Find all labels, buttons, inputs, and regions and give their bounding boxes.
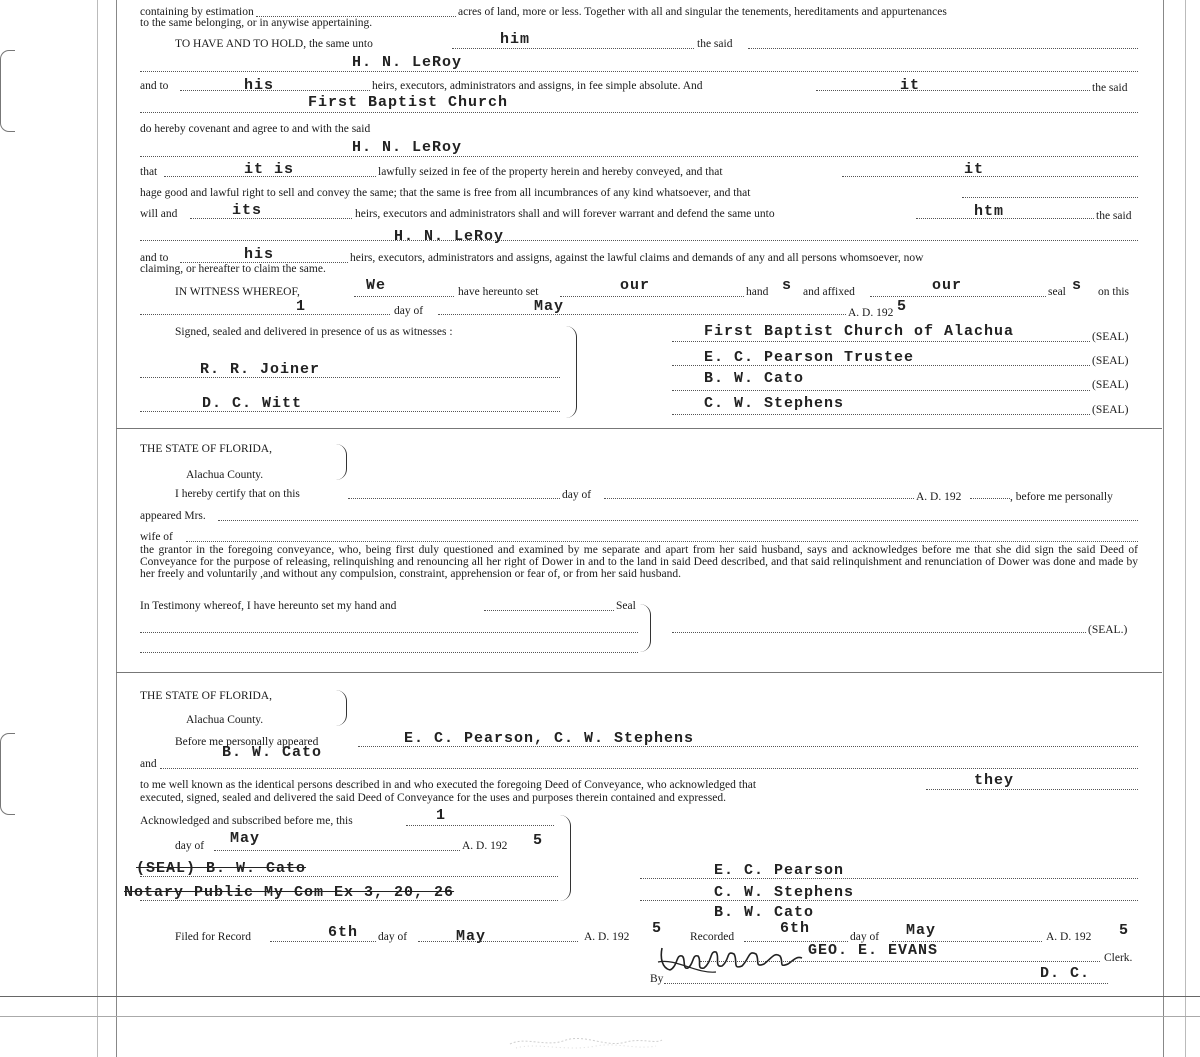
that-text: that [140, 166, 158, 178]
hand-text: hand [746, 286, 769, 298]
filed-text: Filed for Record [175, 931, 252, 943]
will-and-text: will and [140, 208, 178, 220]
blank-line [140, 314, 390, 315]
typed-it: it [900, 77, 921, 94]
brace [566, 326, 577, 418]
by-text: By [650, 973, 664, 985]
typed-him: him [500, 31, 531, 48]
have-set-text: have hereunto set [458, 286, 539, 298]
typed-persons: E. C. Pearson, C. W. Stephens [404, 730, 695, 747]
blank-line [452, 48, 694, 49]
executed-text: executed, signed, sealed and delivered the said Deed of Conveyance for the uses and purposes therein contained and expressed. [140, 792, 726, 804]
seal-label: (SEAL) [1092, 379, 1129, 391]
blank-line [140, 652, 638, 653]
brace [336, 444, 347, 480]
day-of-text: day of [175, 840, 205, 852]
typed-day: 1 [296, 298, 307, 315]
signed-sealed-text: Signed, sealed and delivered in presence of us as witnesses : [175, 326, 453, 338]
the-said-text: the said [1096, 210, 1132, 222]
blank-line [870, 296, 1046, 297]
blank-line [406, 825, 554, 826]
typed-month: May [230, 830, 261, 847]
state-heading: THE STATE OF FLORIDA, [140, 690, 272, 702]
faint-stamp-mark [506, 1030, 666, 1054]
brace [640, 604, 651, 652]
typed-our: our [620, 277, 651, 294]
page-bottom-rule [0, 1016, 1200, 1017]
seal-text: seal [1048, 286, 1066, 298]
blank-line [672, 414, 1090, 415]
typed-grantor: First Baptist Church [308, 94, 509, 111]
blank-line [926, 789, 1138, 790]
seal-label: (SEAL.) [1088, 624, 1128, 636]
typed-month: May [534, 298, 565, 315]
typed-htm: htm [974, 203, 1005, 220]
blank-line [186, 541, 1138, 542]
dower-body: the grantor in the foregoing conveyance, who, being first duly questioned and examined by me separate and apart from her said husband, says and acknowledges before me that she did sign the said Deed of Conveyance for the purpose of releasing, relinquishing and renouncing all her right of Dower in and to the land in said Deed described, and that said relinquishment and renunciation of Dower was done and made by her freely and voluntarily ,and without any compulsion, constraint, apprehension or fear of, or from her said husband. [140, 544, 1138, 580]
typed-year: 5 [533, 832, 544, 849]
acres-text: acres of land, more or less. Together with all and singular the tenements, hereditaments and appurtenances [458, 6, 947, 18]
typed-filed-year: 5 [652, 920, 663, 937]
seal-label: (SEAL) [1092, 331, 1129, 343]
state-heading: THE STATE OF FLORIDA, [140, 443, 272, 455]
blank-line [672, 341, 1090, 342]
margin-bracket [0, 50, 15, 132]
typed-clerk-name: GEO. E. EVANS [808, 942, 939, 959]
blank-line [672, 390, 1090, 391]
and-to-text: and to [140, 80, 169, 92]
typed-rec-year: 5 [1119, 922, 1130, 939]
ad-text: A. D. 192 [848, 307, 894, 319]
against-text: heirs, executors, administrators and assigns, against the lawful claims and demands of any and all persons whomsoever, now [350, 252, 924, 264]
blank-line [180, 90, 370, 91]
signatory-name: First Baptist Church of Alachua [704, 323, 1015, 340]
margin-bracket [0, 733, 15, 815]
the-said-text: the said [697, 38, 733, 50]
brace [336, 690, 347, 726]
signatory-name: B. W. Cato [704, 370, 805, 387]
the-said-text: the said [1092, 82, 1128, 94]
typed-s: s [782, 277, 793, 294]
typed-it: it [964, 161, 985, 178]
typed-day: 1 [436, 807, 447, 824]
blank-line [842, 176, 1138, 177]
blank-line [484, 610, 614, 611]
typed-our: our [932, 277, 963, 294]
typed-rec-month: May [906, 922, 937, 939]
signer-name: E. C. Pearson [714, 862, 845, 879]
typed-persons: B. W. Cato [222, 744, 323, 761]
brace [560, 815, 571, 901]
typed-they: they [974, 772, 1015, 789]
day-of-text: day of [850, 931, 880, 943]
typed-it-is: it is [244, 161, 295, 178]
lawfully-text: lawfully seized in fee of the property herein and hereby conveyed, and that [378, 166, 723, 178]
signer-name: B. W. Cato [714, 904, 815, 921]
blank-line [214, 850, 460, 851]
and-text: and [140, 758, 157, 770]
blank-line [672, 632, 1086, 633]
blank-line [354, 296, 454, 297]
blank-line [560, 296, 744, 297]
blank-line [160, 768, 1138, 769]
appeared-text: appeared Mrs. [140, 510, 206, 522]
to-have-text: TO HAVE AND TO HOLD, the same unto [175, 38, 373, 50]
notary-commission: Notary Public My Com Ex 3, 20, 26 [124, 884, 455, 901]
blank-line [140, 112, 1138, 113]
typed-his: his [244, 246, 275, 263]
on-this-text: on this [1098, 286, 1129, 298]
county-heading: Alachua County. [186, 714, 264, 726]
witness-name: D. C. Witt [202, 395, 303, 412]
estimation-text: containing by estimation [140, 6, 254, 18]
signatory-name: C. W. Stephens [704, 395, 845, 412]
blank-line [438, 314, 846, 315]
blank-line [270, 941, 376, 942]
ad-text: A. D. 192 [584, 931, 630, 943]
typed-its: its [232, 202, 263, 219]
seal-label: (SEAL) [1092, 404, 1129, 416]
day-of-text: day of [394, 305, 424, 317]
wife-of-text: wife of [140, 531, 173, 543]
blank-line [970, 498, 1010, 499]
typed-grantee: H. N. LeRoy [394, 228, 505, 245]
page-bottom-rule [0, 996, 1200, 997]
deputy-clerk-signature [656, 944, 806, 978]
in-witness-text: IN WITNESS WHEREOF, [175, 286, 300, 298]
recorded-text: Recorded [690, 931, 735, 943]
blank-line [418, 941, 578, 942]
known-text: to me well known as the identical persons described in and who executed the foregoing Deed of Conveyance, who acknowledged that [140, 779, 757, 791]
typed-rec-day: 6th [780, 920, 811, 937]
blank-line [190, 218, 352, 219]
blank-line [140, 71, 1138, 72]
ad-text: A. D. 192 [1046, 931, 1092, 943]
clerk-text: Clerk. [1104, 952, 1133, 964]
subscribed-text: Acknowledged and subscribed before me, this [140, 815, 353, 827]
typed-s: s [1072, 277, 1083, 294]
claiming-text: claiming, or hereafter to claim the same. [140, 263, 326, 275]
before-me-text: , before me personally [1010, 491, 1113, 503]
day-of-text: day of [562, 489, 592, 501]
typed-grantee: H. N. LeRoy [352, 139, 463, 156]
day-of-text: day of [378, 931, 408, 943]
seal-label: (SEAL) [1092, 355, 1129, 367]
seal-word: Seal [616, 600, 636, 612]
belonging-text: to the same belonging, or in anywise appertaining. [140, 17, 373, 29]
typed-we: We [366, 277, 387, 294]
typed-filed-month: May [456, 928, 487, 945]
notary-seal: (SEAL) B. W. Cato [136, 860, 307, 877]
section-divider [116, 672, 1162, 673]
typed-grantee: H. N. LeRoy [352, 54, 463, 71]
testimony-text: In Testimony whereof, I have hereunto set my hand and [140, 600, 397, 612]
certify-text: I hereby certify that on this [175, 488, 300, 500]
blank-line [962, 197, 1138, 198]
blank-line [748, 48, 1138, 49]
typed-his: his [244, 77, 275, 94]
county-heading: Alachua County. [186, 469, 264, 481]
affixed-text: and affixed [803, 286, 855, 298]
signer-name: C. W. Stephens [714, 884, 855, 901]
signatory-name: E. C. Pearson Trustee [704, 349, 915, 366]
blank-line [604, 498, 914, 499]
blank-line [816, 90, 1090, 91]
blank-line [140, 632, 638, 633]
warrant-text: heirs, executors and administrators shall and will forever warrant and defend the same unto [355, 208, 775, 220]
typed-filed-day: 6th [328, 924, 359, 941]
and-to-text: and to [140, 252, 169, 264]
blank-line [218, 520, 1138, 521]
heirs-fee-text: heirs, executors, administrators and assigns, in fee simple absolute. And [372, 80, 703, 92]
blank-line [916, 218, 1094, 219]
typed-year: 5 [897, 298, 908, 315]
typed-dc: D. C. [1040, 965, 1091, 982]
blank-line [140, 156, 1138, 157]
witness-name: R. R. Joiner [200, 361, 321, 378]
covenant-text: do hereby covenant and agree to and with the said [140, 123, 371, 135]
before-me-text: Before me personally appeared [175, 736, 319, 748]
blank-line [140, 240, 1138, 241]
section-divider [116, 428, 1162, 429]
blank-line [664, 983, 1108, 984]
ad-text: A. D. 192 [462, 840, 508, 852]
blank-line [348, 498, 560, 499]
ad-text: A. D. 192 [916, 491, 962, 503]
good-right-text: hage good and lawful right to sell and convey the same; that the same is free from all incumbrances of any kind whatsoever, and that [140, 187, 751, 199]
